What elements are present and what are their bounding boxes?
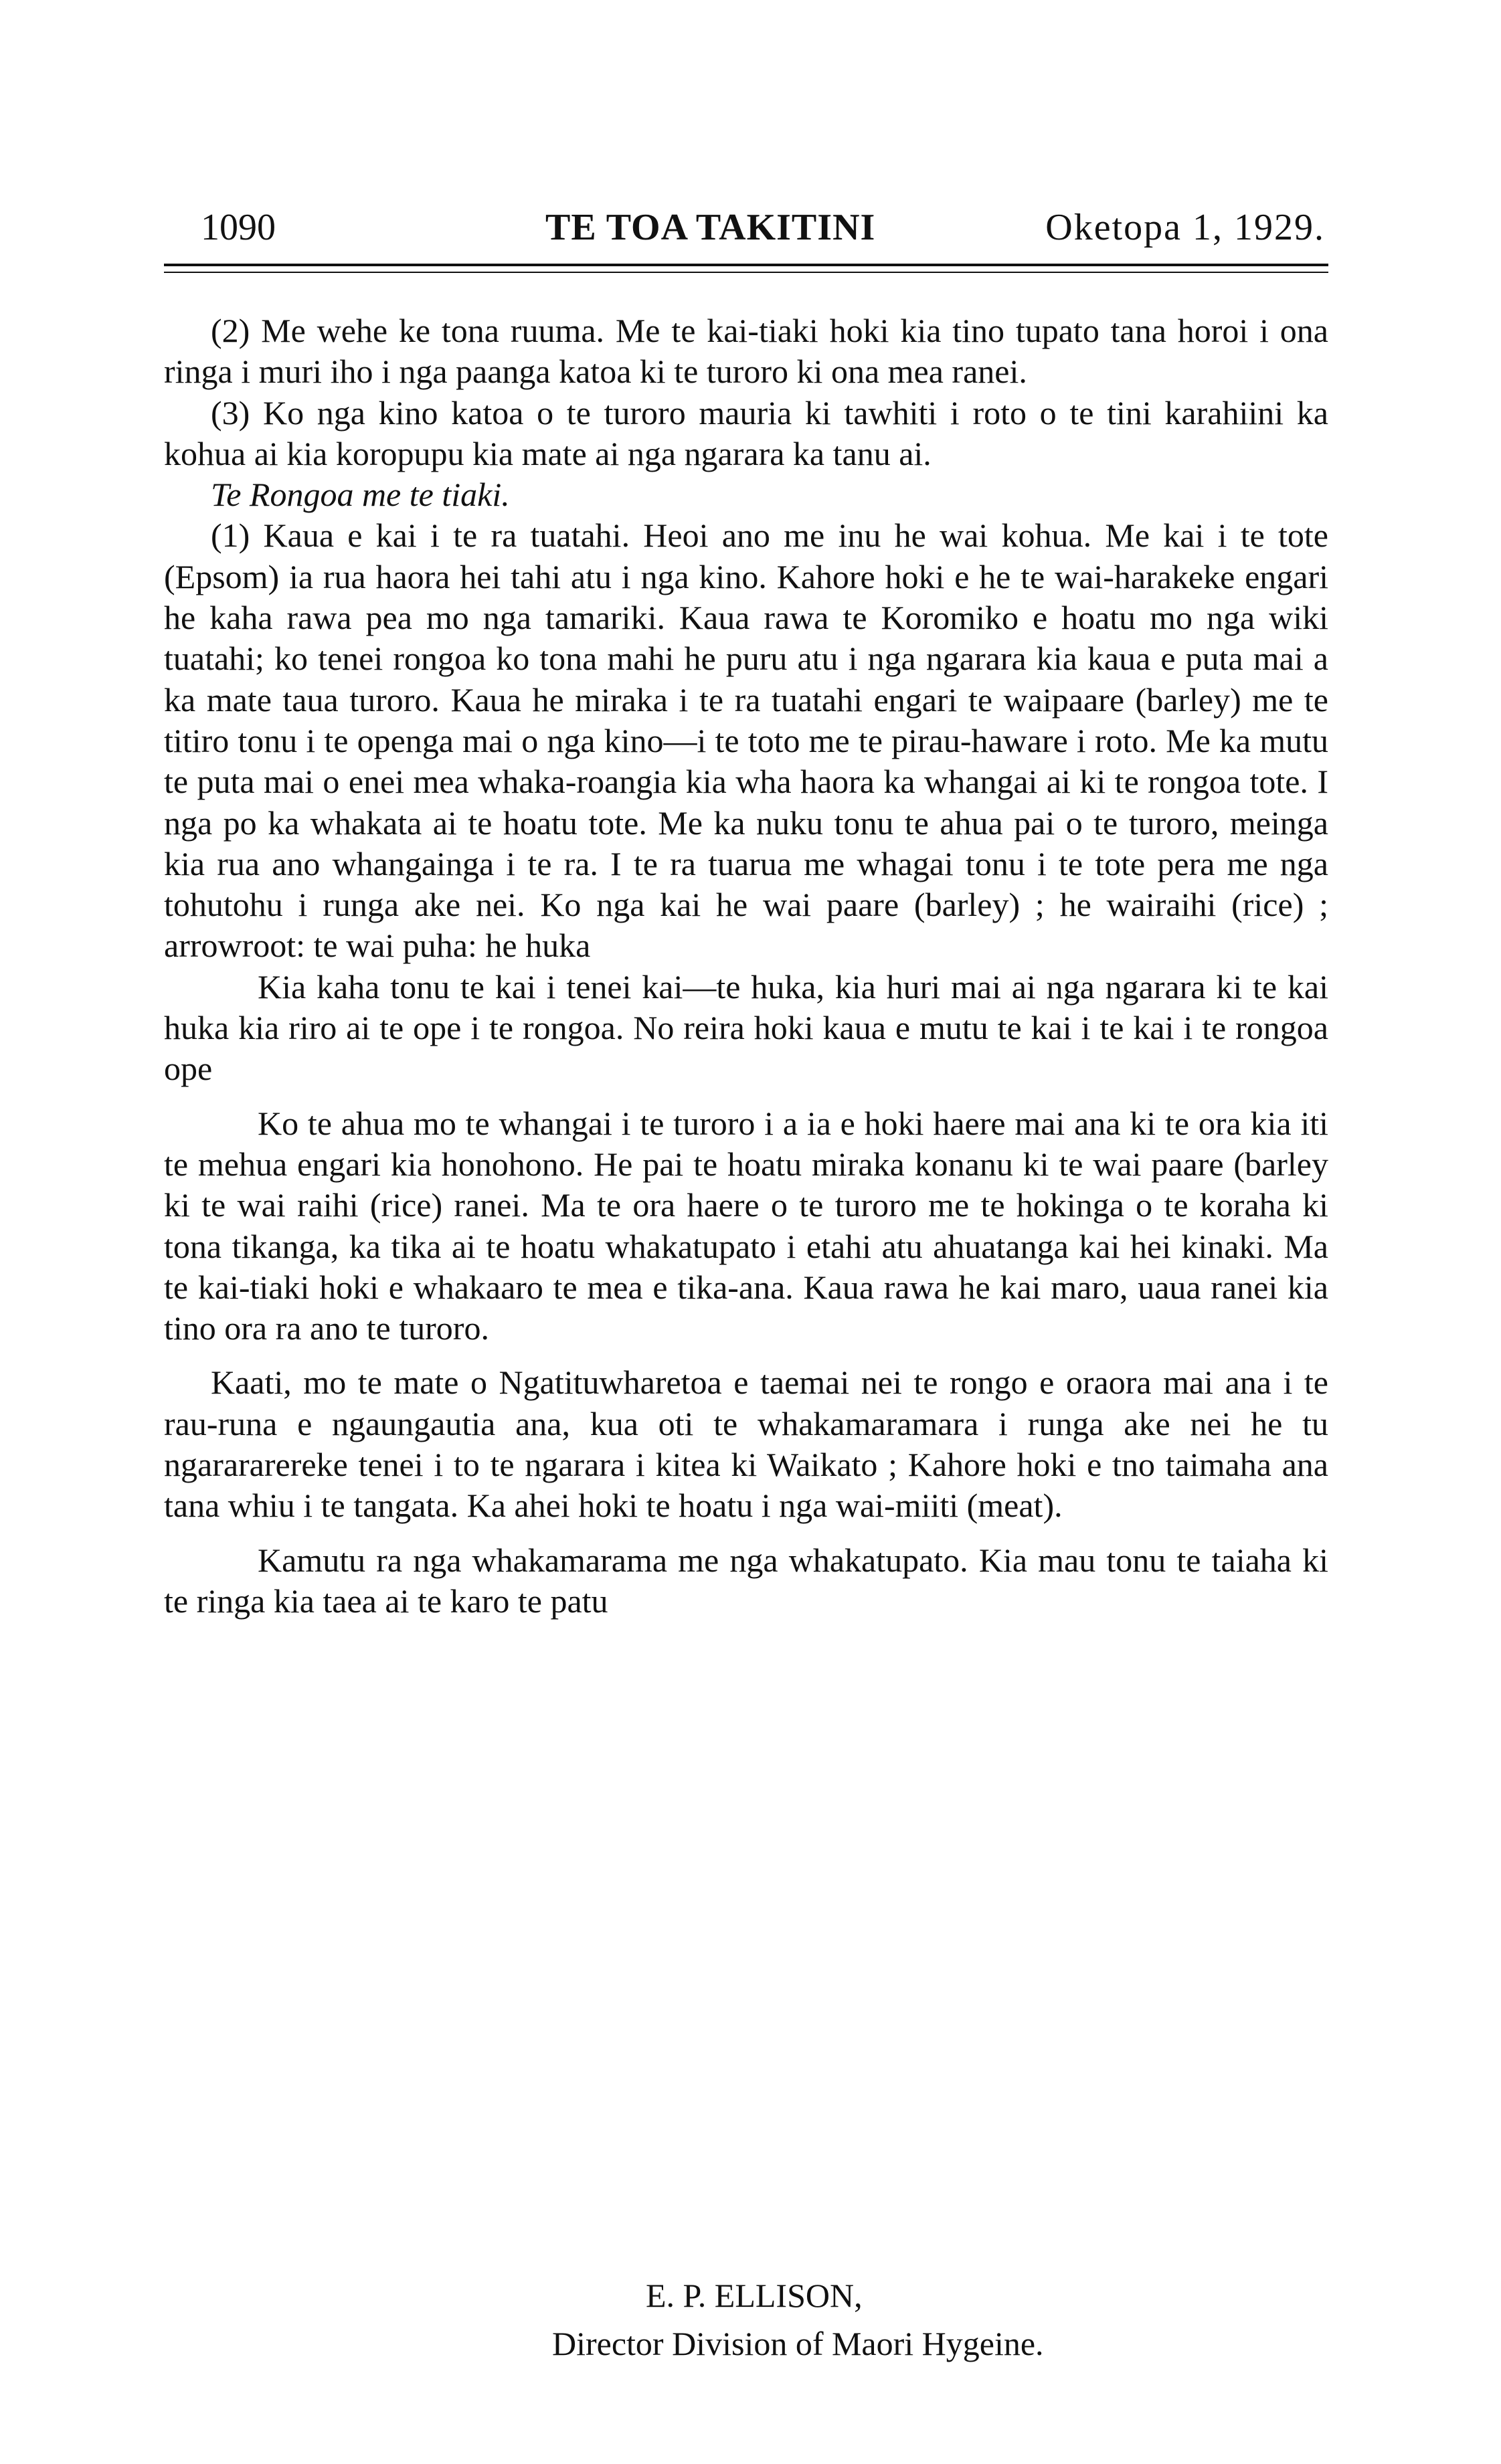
signatory-name: E. P. ELLISON,	[646, 2277, 863, 2314]
page-number: 1090	[201, 207, 276, 248]
paragraph-feeding: Ko te ahua mo te whangai i te turoro i a ia e hoki haere mai ana ki te ora kia iti te mehua engari kia honohono. He pai te hoatu miraka konanu ki te wai paare (barley ki te wai raihi (rice) ranei. Ma te ora haere o te turoro me te hokinga o te koraha ki tona tikanga, ka tika ai te hoatu whakatupato i etahi atu ahuatanga kai hei kinaki. Ma te kai-tiaki hoki e whakaaro te mea e tika-ana. Kaua rawa he kai maro, uaua ranei kia tino ora ra ano te turoro.	[164, 1104, 1328, 1347]
article-body	[164, 310, 1328, 1622]
paragraph-item-3: (3) Ko nga kino katoa o te turoro mauria ki tawhiti i roto o te tini karahiini ka kohua ai kia koropupu kia mate ai nga ngarara ka tanu ai.	[164, 393, 1328, 472]
signature-block	[552, 2271, 1328, 2368]
signatory-title: Director Division of Maori Hygeine.	[552, 2325, 1044, 2362]
header-rule-thin	[164, 272, 1328, 273]
paragraph-treatment: (1) Kaua e kai i te ra tuatahi. Heoi ano me inu he wai kohua. Me kai i te tote (Epsom) ia rua haora hei tahi atu i nga kino. Kahore hoki e he te wai-harakeke engari he kaha rawa pea mo nga tamariki. Kaua rawa te Koromiko e hoatu mo nga wiki tuatahi; ko tenei rongoa ko tona mahi he puru atu i nga ngarara kia kaua e puta mai a ka mate taua turoro. Kaua he miraka i te ra tuatahi engari te waipaare (barley) me te titiro tonu i te openga mai o nga kino—i te toto me te pirau-haware i roto. Me ka mutu te puta mai o enei mea whaka-roangia kia wha haora ka whangai ai ki te rongoa tote. I nga po ka whakata ai te hoatu tote. Me ka nuku tonu te ahua pai o te turoro, meinga kia rua ano whangainga i te ra. I te ra tuarua me whagai tonu i te tote pera me nga tohutohu i runga ake nei. Ko nga kai he wai paare (barley) ; he wairaihi (rice) ; arrowroot: te wai puha: he huka	[164, 516, 1328, 965]
publication-title: TE TOA TAKITINI	[545, 207, 876, 248]
page-header	[161, 201, 1325, 254]
issue-date: Oketopa 1, 1929.	[1045, 207, 1325, 248]
paragraph-sugar: Kia kaha tonu te kai i tenei kai—te huka, kia huri mai ai nga ngarara ki te kai huka kia riro ai te ope i te rongoa. No reira hoki kaua e mutu te kai i te kai i te rongoa ope	[164, 967, 1328, 1088]
paragraph-ngatituwharetoa: Kaati, mo te mate o Ngatituwharetoa e taemai nei te rongo e oraora mai ana i te rau-runa e ngaungautia ana, kua oti te whakamaramara i runga ake nei he tu ngarararereke tenei i to te ngarara i kitea ki Waikato ; Kahore hoki e tno taimaha ana tana whiu i te tangata. Ka ahei hoki te hoatu i nga wai-miiti (meat).	[164, 1363, 1328, 1525]
section-heading: Te Rongoa me te tiaki.	[211, 476, 510, 514]
paragraph-item-2: (2) Me wehe ke tona ruuma. Me te kai-tiaki hoki kia tino tupato tana horoi i ona ringa i muri iho i nga paanga katoa ki te turoro ki ona mea ranei.	[164, 312, 1328, 391]
paragraph-closing: Kamutu ra nga whakamarama me nga whakatupato. Kia mau tonu te taiaha ki te ringa kia taea ai te karo te patu	[164, 1541, 1328, 1620]
header-rule-thick	[164, 264, 1328, 266]
